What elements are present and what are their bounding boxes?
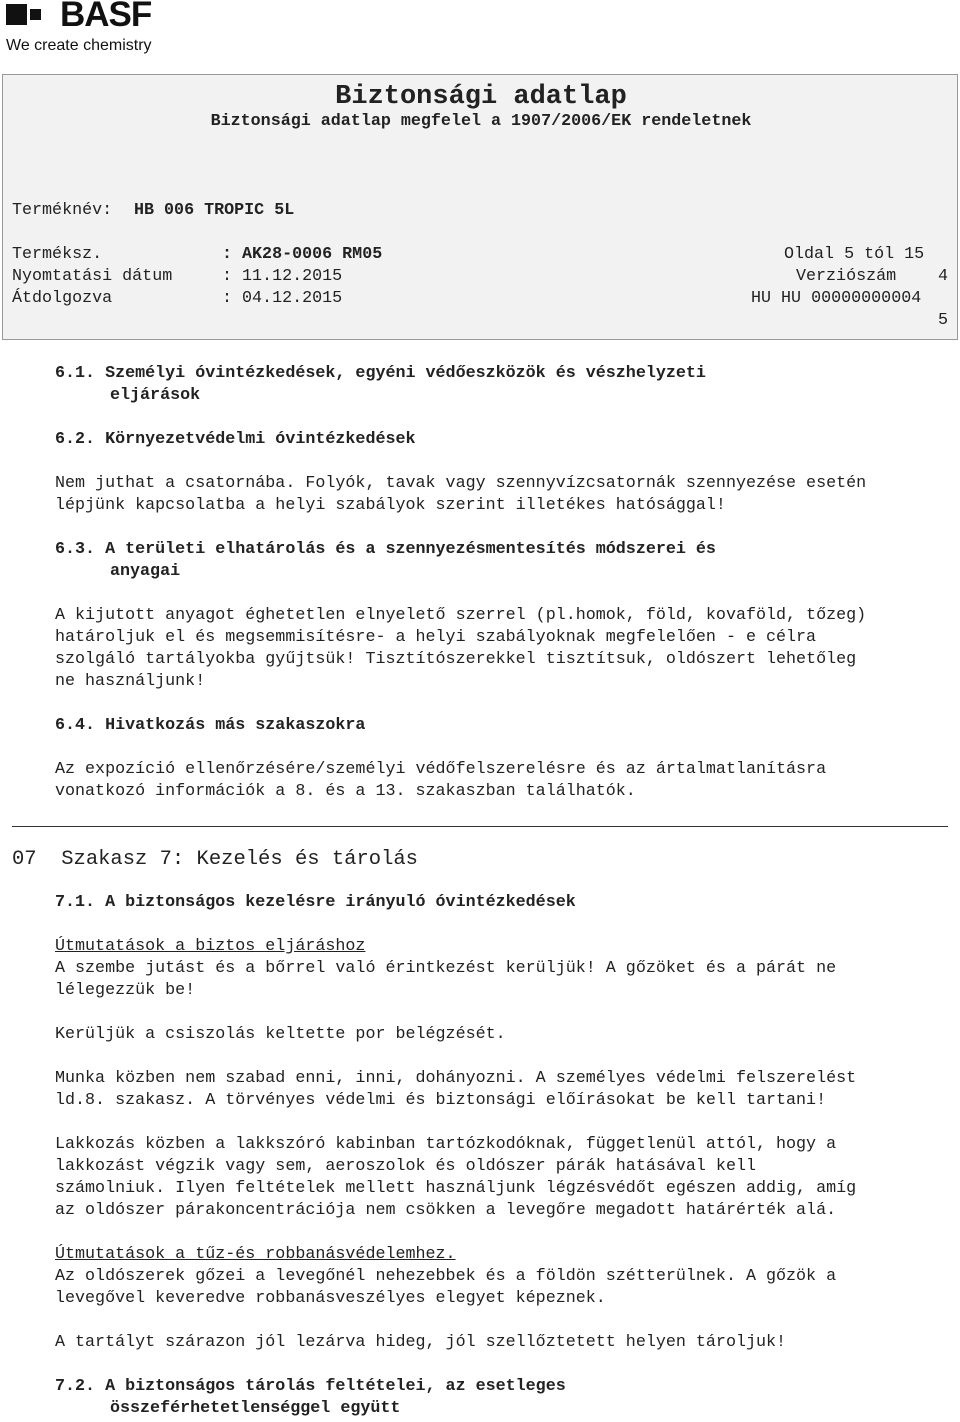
product-name-label: Terméknév:: [12, 201, 113, 220]
heading-7-2: 7.2. A biztonságos tárolás feltételei, az esetleges: [55, 1377, 566, 1396]
paragraph-line: lakkozást végzik vagy sem, aeroszolok és oldószer párák hatásával kell: [55, 1157, 756, 1176]
subheading-safe-handling: Útmutatások a biztos eljáráshoz: [55, 937, 366, 956]
heading-6-3-cont: anyagai: [110, 562, 181, 581]
paragraph-line: ne használjunk!: [55, 672, 206, 691]
version-value: 4: [938, 267, 949, 286]
paragraph-line: Munka közben nem szabad enni, inni, dohányozni. A személyes védelmi felszerelést: [55, 1069, 857, 1088]
heading-6-1: 6.1. Személyi óvintézkedések, egyéni védőeszközök és vészhelyzeti: [55, 364, 706, 383]
document-title: Biztonsági adatlap: [335, 82, 627, 112]
paragraph-line: ld.8. szakasz. A törvényes védelmi és biztonsági előírásokat be kell tartani!: [55, 1091, 827, 1110]
paragraph-line: szolgáló tartályokba gyűjtsük! Tisztítószerekkel tisztítsuk, oldószert lehetőleg: [55, 650, 857, 669]
subheading-fire-protection: Útmutatások a tűz-és robbanásvédelemhez.: [55, 1245, 456, 1264]
product-code-label: Terméksz.: [12, 245, 103, 264]
paragraph-line: Az oldószerek gőzei a levegőnél nehezebbek és a földön szétterülnek. A gőzök a: [55, 1267, 837, 1286]
paragraph-line: Kerüljük a csiszolás keltette por belégzését.: [55, 1025, 506, 1044]
revised-date-label: Átdolgozva: [12, 289, 113, 308]
heading-7-2-cont: összeférhetetlenséggel együtt: [110, 1399, 401, 1418]
heading-6-1-cont: eljárások: [110, 386, 201, 405]
paragraph-line: Az expozíció ellenőrzésére/személyi védőfelszerelésre és az ártalmatlanításra: [55, 760, 827, 779]
page-info: Oldal 5 tól 15: [784, 245, 925, 264]
paragraph-line: számolniuk. Ilyen feltételek mellett használjunk légzésvédőt egészen addig, amíg: [55, 1179, 857, 1198]
heading-6-2: 6.2. Környezetvédelmi óvintézkedések: [55, 430, 416, 449]
print-date-value: : 11.12.2015: [222, 267, 343, 286]
paragraph-line: az oldószer párakoncentrációja nem csökken a levegőre megadott határérték alá.: [55, 1201, 837, 1220]
revised-date-value: : 04.12.2015: [222, 289, 343, 308]
logo-wordmark: BASF: [60, 0, 152, 34]
paragraph-line: lépjünk kapcsolatba a helyi szabályok szerint illetékes hatósággal!: [55, 496, 726, 515]
logo-mark-icon: [6, 4, 44, 25]
document-header: [2, 74, 958, 340]
print-date-label: Nyomtatási dátum: [12, 267, 173, 286]
document-subtitle: Biztonsági adatlap megfelel a 1907/2006/EK rendeletnek: [210, 112, 752, 131]
logo-tagline: We create chemistry: [6, 37, 152, 54]
paragraph-line: A kijutott anyagot éghetetlen elnyelető szerrel (pl.homok, föld, kovaföld, tőzeg): [55, 606, 867, 625]
paragraph-line: A szembe jutást és a bőrrel való érintkezést kerüljük! A gőzöket és a párát ne: [55, 959, 837, 978]
product-name-value: HB 006 TROPIC 5L: [134, 201, 295, 220]
paragraph-line: A tartályt szárazon jól lezárva hideg, jól szellőztetett helyen tároljuk!: [55, 1333, 787, 1352]
paragraph-line: lélegezzük be!: [55, 981, 196, 1000]
paragraph-line: vonatkozó információk a 8. és a 13. szakaszban találhatók.: [55, 782, 636, 801]
section-divider: [12, 826, 948, 827]
heading-7-1: 7.1. A biztonságos kezelésre irányuló óvintézkedések: [55, 893, 576, 912]
section-number: 07: [12, 848, 37, 871]
paragraph-line: levegővel keveredve robbanásveszélyes elegyet képeznek.: [55, 1289, 606, 1308]
section-7-heading: [12, 848, 418, 871]
section-title: Szakasz 7: Kezelés és tárolás: [61, 848, 418, 871]
paragraph-line: határoljuk el és megsemmisítésre- a helyi szabályoknak megfelelően - e célra: [55, 628, 817, 647]
product-code-value: : AK28-0006 RM05: [222, 245, 383, 264]
version-label: Verziószám: [796, 267, 897, 286]
document-id-wrap: 5: [938, 311, 949, 330]
heading-6-3: 6.3. A területi elhatárolás és a szennyezésmentesítés módszerei és: [55, 540, 716, 559]
paragraph-line: Lakkozás közben a lakkszóró kabinban tartózkodóknak, függetlenül attól, hogy a: [55, 1135, 837, 1154]
document-id: HU HU 00000000004: [751, 289, 922, 308]
paragraph-line: Nem juthat a csatornába. Folyók, tavak vagy szennyvízcsatornák szennyezése esetén: [55, 474, 867, 493]
heading-6-4: 6.4. Hivatkozás más szakaszokra: [55, 716, 366, 735]
